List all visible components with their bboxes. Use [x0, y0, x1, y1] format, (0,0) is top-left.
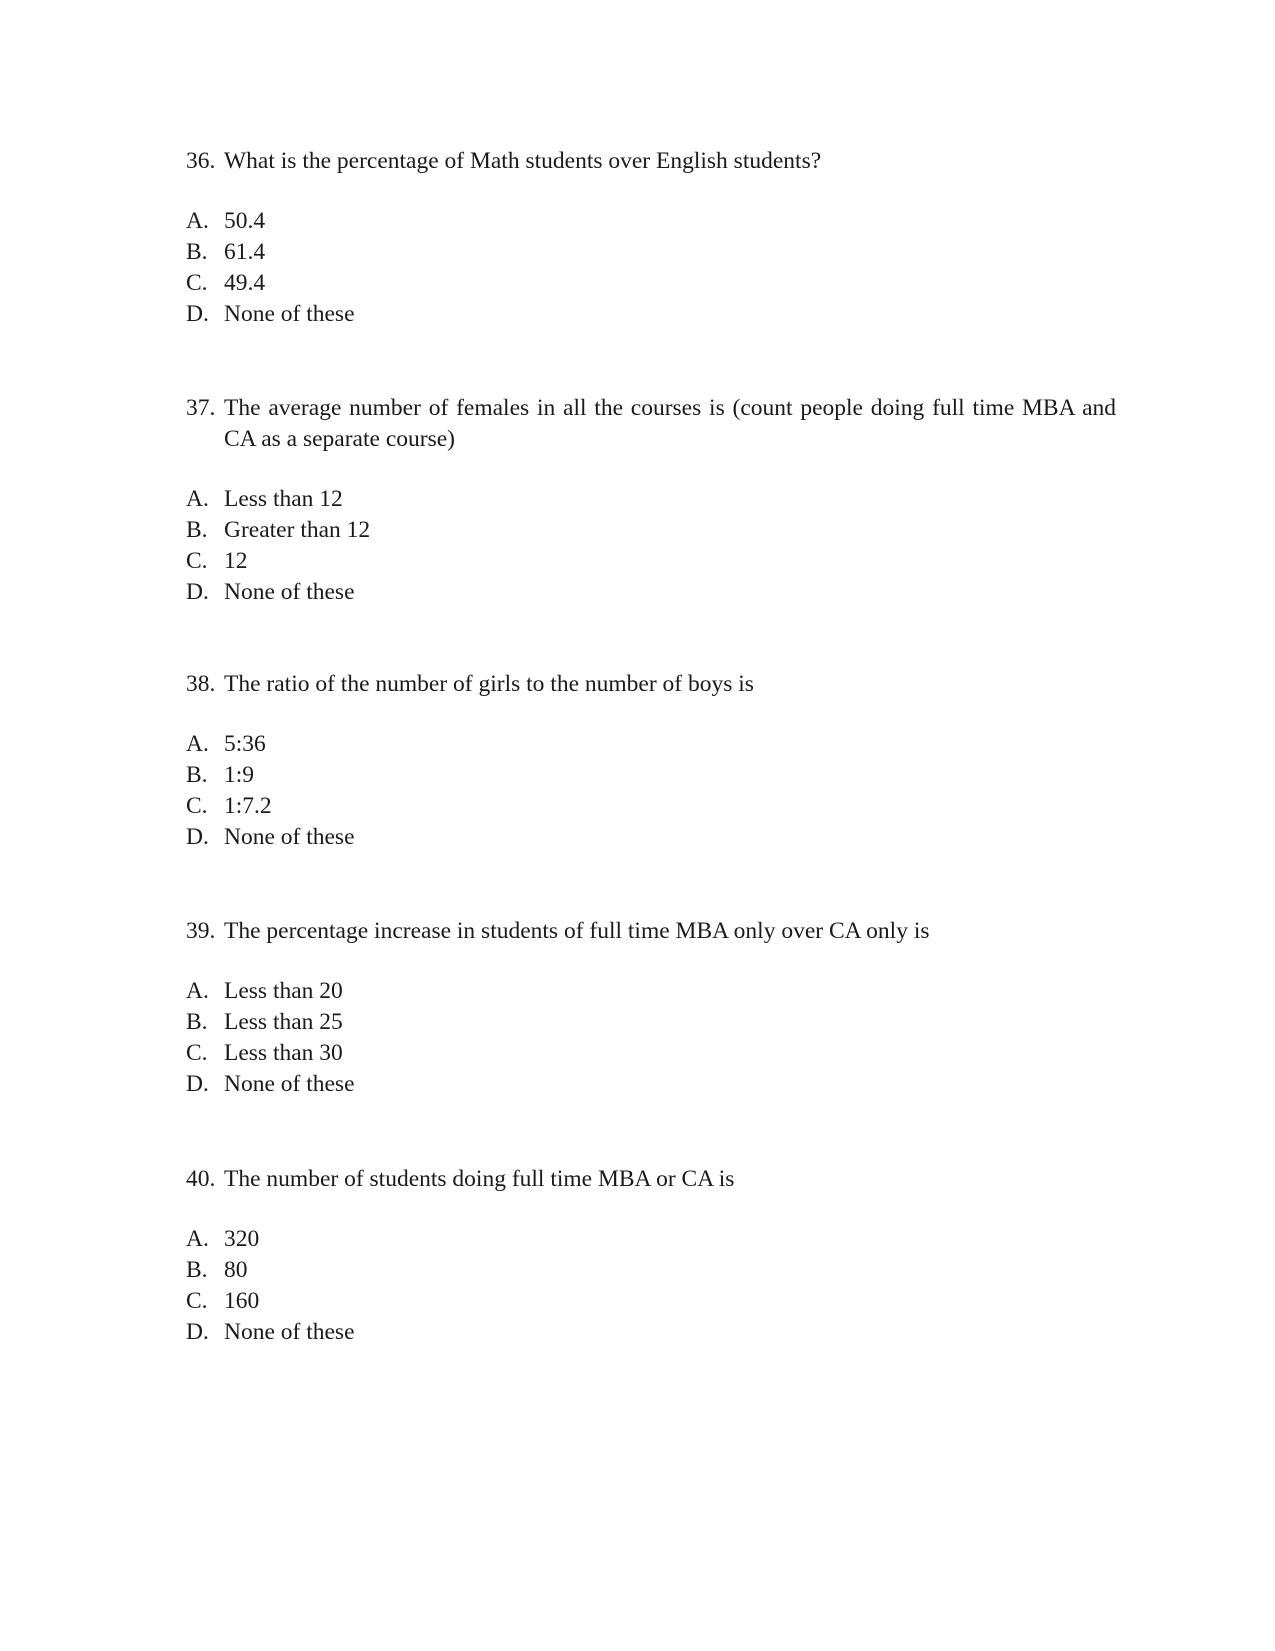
option-d [186, 1317, 1116, 1348]
option-text: None of these [224, 301, 355, 327]
option-text: Less than 12 [224, 486, 343, 512]
option-text: 61.4 [224, 239, 266, 265]
option-c [186, 546, 1116, 577]
question-text: The ratio of the number of girls to the number of boys is [224, 671, 754, 697]
option-list [186, 206, 1116, 330]
option-letter: D. [186, 579, 209, 605]
option-c [186, 1038, 1116, 1069]
option-b [186, 237, 1116, 268]
option-letter: C. [186, 270, 208, 296]
option-text: Less than 20 [224, 978, 343, 1004]
option-text: 1:7.2 [224, 793, 272, 819]
option-list [186, 976, 1116, 1100]
option-letter: A. [186, 486, 209, 512]
option-text: 50.4 [224, 208, 266, 234]
option-a [186, 206, 1116, 237]
question-number: 36. [186, 148, 216, 174]
option-text: Less than 30 [224, 1040, 343, 1066]
option-text: Less than 25 [224, 1009, 343, 1035]
option-b [186, 760, 1116, 791]
option-text: 12 [224, 548, 248, 574]
option-letter: D. [186, 824, 209, 850]
option-text: None of these [224, 579, 355, 605]
option-letter: A. [186, 731, 209, 757]
option-list [186, 484, 1116, 608]
question-stem [186, 916, 1116, 947]
option-text: 80 [224, 1257, 248, 1283]
option-text: None of these [224, 1071, 355, 1097]
option-c [186, 1286, 1116, 1317]
option-letter: A. [186, 1226, 209, 1252]
question-text: What is the percentage of Math students over English students? [224, 148, 822, 174]
question-40 [186, 1164, 1116, 1348]
option-letter: C. [186, 548, 208, 574]
option-text: 5:36 [224, 731, 266, 757]
option-d [186, 577, 1116, 608]
option-a [186, 729, 1116, 760]
question-39 [186, 916, 1116, 1100]
option-b [186, 515, 1116, 546]
option-letter: B. [186, 239, 208, 265]
question-number: 38. [186, 671, 216, 697]
option-letter: B. [186, 1257, 208, 1283]
option-c [186, 791, 1116, 822]
option-letter: B. [186, 517, 208, 543]
question-number: 39. [186, 918, 216, 944]
option-text: 49.4 [224, 270, 266, 296]
option-letter: C. [186, 1288, 208, 1314]
option-letter: B. [186, 762, 208, 788]
option-text: 320 [224, 1226, 260, 1252]
option-b [186, 1007, 1116, 1038]
option-text: 1:9 [224, 762, 255, 788]
option-letter: B. [186, 1009, 208, 1035]
option-text: None of these [224, 824, 355, 850]
question-stem [186, 1164, 1116, 1195]
option-a [186, 484, 1116, 515]
question-number: 40. [186, 1166, 216, 1192]
question-37 [186, 393, 1116, 608]
option-d [186, 299, 1116, 330]
option-a [186, 1224, 1116, 1255]
question-text: The number of students doing full time MBA or CA is [224, 1166, 735, 1192]
option-a [186, 976, 1116, 1007]
option-d [186, 1069, 1116, 1100]
question-text: The percentage increase in students of full time MBA only over CA only is [224, 918, 930, 944]
option-list [186, 1224, 1116, 1348]
option-text: 160 [224, 1288, 260, 1314]
option-letter: D. [186, 1319, 209, 1345]
question-text: The average number of females in all the courses is (count people doing full time MBA and CA as a separate course) [224, 395, 1116, 452]
question-number: 37. [186, 395, 216, 421]
option-d [186, 822, 1116, 853]
option-letter: C. [186, 1040, 208, 1066]
option-letter: D. [186, 301, 209, 327]
option-text: None of these [224, 1319, 355, 1345]
question-stem [186, 146, 1116, 177]
option-letter: A. [186, 978, 209, 1004]
question-38 [186, 669, 1116, 853]
question-stem [186, 669, 1116, 700]
option-c [186, 268, 1116, 299]
option-letter: C. [186, 793, 208, 819]
question-stem [186, 393, 1116, 455]
option-b [186, 1255, 1116, 1286]
option-letter: A. [186, 208, 209, 234]
option-text: Greater than 12 [224, 517, 371, 543]
option-list [186, 729, 1116, 853]
question-36 [186, 146, 1116, 330]
option-letter: D. [186, 1071, 209, 1097]
